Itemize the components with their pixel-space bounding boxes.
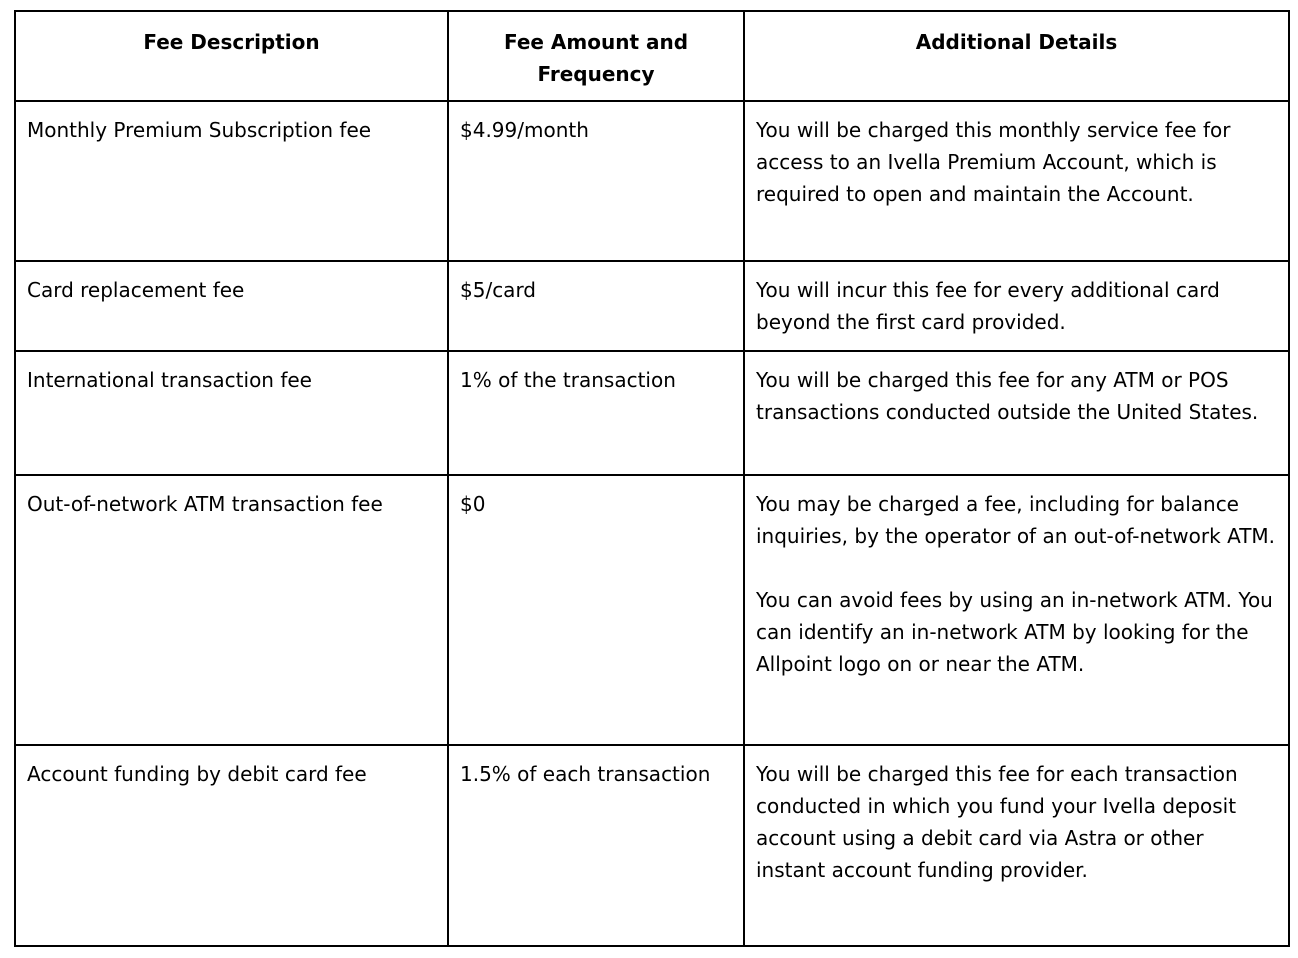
table-row xyxy=(15,261,1289,351)
fee-amount-cell: 1% of the transaction xyxy=(448,351,744,475)
details-paragraph: You may be charged a fee, including for balance inquiries, by the operator of an out-of-network ATM. xyxy=(756,492,1276,548)
fee-schedule-table xyxy=(14,10,1290,947)
fee-description-cell: Card replacement fee xyxy=(15,261,448,351)
fee-amount-cell: $4.99/month xyxy=(448,101,744,261)
table-row xyxy=(15,475,1289,745)
fee-description-cell: Monthly Premium Subscription fee xyxy=(15,101,448,261)
additional-details-cell xyxy=(744,351,1289,475)
header-fee-description: Fee Description xyxy=(15,11,448,101)
fee-amount-cell: $5/card xyxy=(448,261,744,351)
details-paragraph: You will incur this fee for every additional card beyond the first card provided. xyxy=(756,278,1220,334)
table-row xyxy=(15,101,1289,261)
details-paragraph: You will be charged this monthly service fee for access to an Ivella Premium Account, which is required to open and maintain the Account. xyxy=(756,118,1231,206)
header-additional-details: Additional Details xyxy=(744,11,1289,101)
table-row xyxy=(15,745,1289,946)
table-row xyxy=(15,351,1289,475)
table-header-row xyxy=(15,11,1289,101)
fee-amount-cell: $0 xyxy=(448,475,744,745)
details-paragraph: You will be charged this fee for each transaction conducted in which you fund your Ivella deposit account using a debit card via Astra or other instant account funding provider. xyxy=(756,762,1238,882)
fee-description-cell: Account funding by debit card fee xyxy=(15,745,448,946)
additional-details-cell xyxy=(744,475,1289,745)
fee-description-cell: Out-of-network ATM transaction fee xyxy=(15,475,448,745)
additional-details-cell xyxy=(744,745,1289,946)
fee-amount-cell: 1.5% of each transaction xyxy=(448,745,744,946)
fee-description-cell: International transaction fee xyxy=(15,351,448,475)
header-fee-amount-frequency: Fee Amount and Frequency xyxy=(448,11,744,101)
additional-details-cell xyxy=(744,101,1289,261)
additional-details-cell xyxy=(744,261,1289,351)
details-paragraph: You can avoid fees by using an in-network ATM. You can identify an in-network ATM by looking for the Allpoint logo on or near the ATM. xyxy=(756,588,1273,676)
details-paragraph: You will be charged this fee for any ATM or POS transactions conducted outside the United States. xyxy=(756,368,1259,424)
